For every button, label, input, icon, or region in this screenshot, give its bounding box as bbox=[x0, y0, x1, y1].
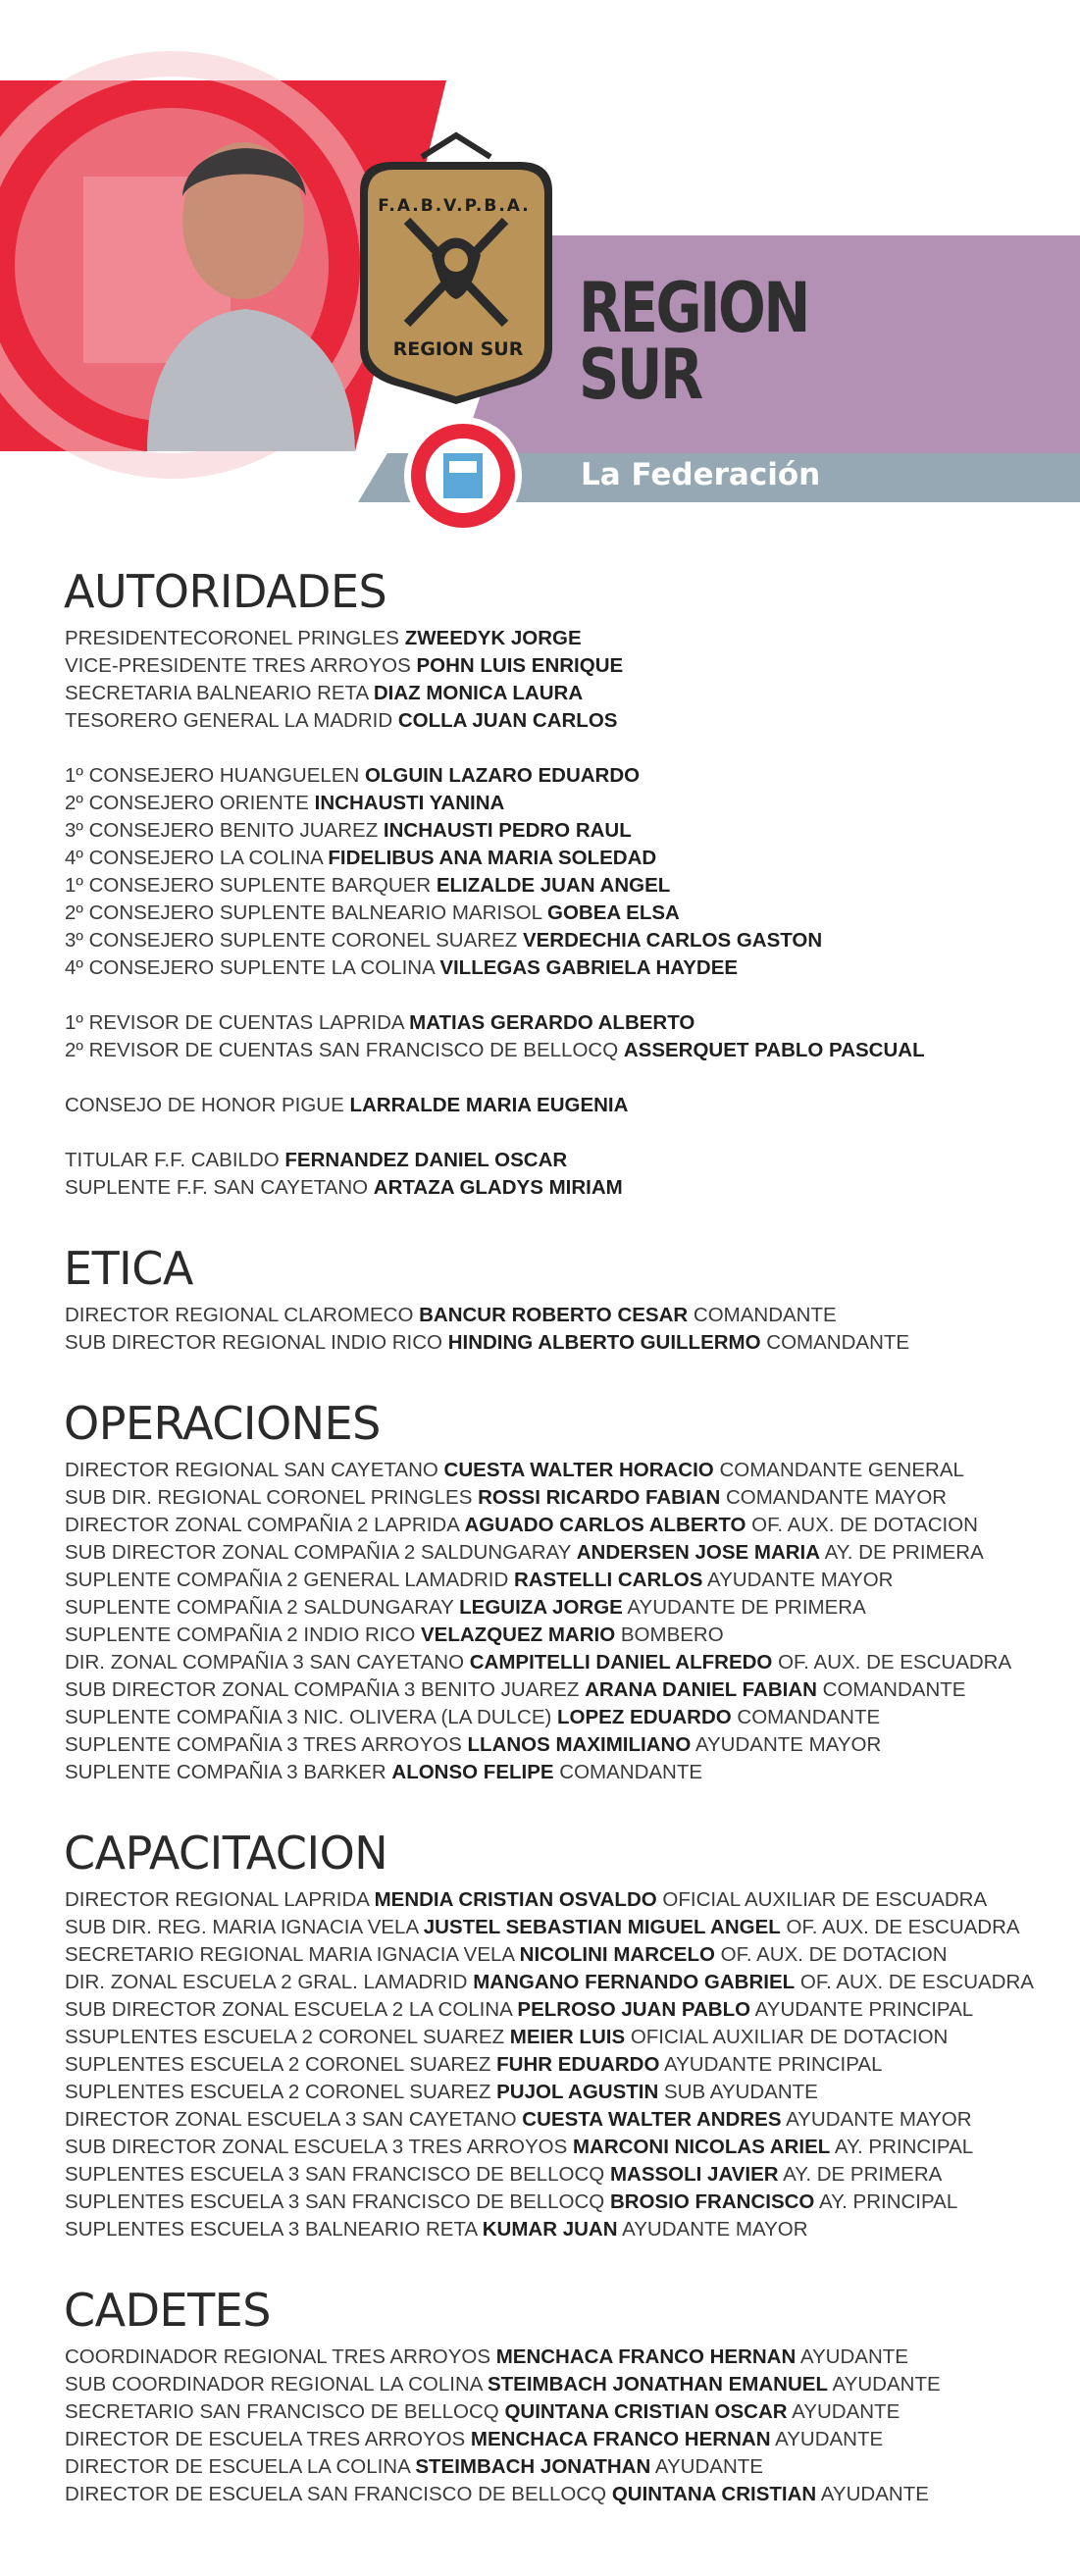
person-name: GOBEA ELSA bbox=[547, 902, 680, 924]
section-title: OPERACIONES bbox=[64, 1397, 381, 1450]
role-location: SUB DIRECTOR REGIONAL INDIO RICO bbox=[65, 1331, 448, 1354]
rank: AY. PRINCIPAL bbox=[830, 2136, 974, 2158]
rank: AYUDANTE bbox=[816, 2483, 929, 2505]
role-location: SSUPLENTES ESCUELA 2 CORONEL SUAREZ bbox=[65, 2026, 510, 2048]
person-name: VELAZQUEZ MARIO bbox=[421, 1623, 616, 1646]
authority-row bbox=[65, 872, 1055, 900]
role-location: DIRECTOR ZONAL COMPAÑIA 2 LAPRIDA bbox=[65, 1514, 465, 1536]
rank: OF. AUX. DE ESCUADRA bbox=[795, 1971, 1034, 1993]
role-location: CONSEJO DE HONOR PIGUE bbox=[65, 1094, 350, 1116]
header-banner bbox=[0, 0, 1080, 549]
rank: AY. DE PRIMERA bbox=[778, 2163, 943, 2186]
rank: AYUDANTE DE PRIMERA bbox=[622, 1596, 866, 1619]
person-name: MENDIA CRISTIAN OSVALDO bbox=[374, 1888, 657, 1911]
rank: COMANDANTE bbox=[760, 1331, 910, 1354]
rank: AYUDANTE MAYOR bbox=[617, 2218, 808, 2241]
role-location: SUPLENTE F.F. SAN CAYETANO bbox=[65, 1176, 374, 1199]
section-cadetes bbox=[65, 2283, 1055, 2508]
person-name: LARRALDE MARIA EUGENIA bbox=[349, 1094, 629, 1116]
header-graphics bbox=[0, 0, 1080, 549]
person-name: BROSIO FRANCISCO bbox=[609, 2190, 815, 2213]
role-location: SUPLENTES ESCUELA 3 SAN FRANCISCO DE BELLOCQ bbox=[65, 2190, 610, 2213]
section-autoridades bbox=[65, 564, 1055, 1202]
person-name: POHN LUIS ENRIQUE bbox=[416, 654, 624, 677]
role-location: 1º REVISOR DE CUENTAS LAPRIDA bbox=[65, 1011, 410, 1034]
role-location: VICE-PRESIDENTE TRES ARROYOS bbox=[65, 654, 417, 677]
authority-row bbox=[65, 2371, 1055, 2398]
section-title: CADETES bbox=[64, 2284, 271, 2337]
person-name: ROSSI RICARDO FABIAN bbox=[478, 1486, 721, 1509]
group-spacer bbox=[65, 1119, 1055, 1147]
role-location: DIRECTOR DE ESCUELA LA COLINA bbox=[65, 2455, 416, 2478]
authority-row bbox=[65, 1329, 1055, 1357]
authority-row bbox=[65, 1302, 1055, 1329]
role-location: TITULAR F.F. CABILDO bbox=[65, 1149, 285, 1171]
authority-row bbox=[65, 2453, 1055, 2481]
person-name: MARCONI NICOLAS ARIEL bbox=[572, 2136, 831, 2158]
role-location: SUB DIRECTOR ZONAL COMPAÑIA 3 BENITO JUAREZ bbox=[65, 1678, 586, 1701]
section-title: ETICA bbox=[64, 1242, 193, 1295]
authority-row bbox=[65, 1704, 1055, 1731]
person-name: MEIER LUIS bbox=[509, 2026, 626, 2048]
authority-row bbox=[65, 2481, 1055, 2508]
person-name: CAMPITELLI DANIEL ALFREDO bbox=[469, 1651, 773, 1674]
group-spacer bbox=[65, 982, 1055, 1009]
firefighter-badge-icon bbox=[360, 135, 552, 404]
authority-row bbox=[65, 1009, 1055, 1037]
role-location: DIRECTOR REGIONAL SAN CAYETANO bbox=[65, 1459, 444, 1481]
role-location: SUPLENTE COMPAÑIA 3 TRES ARROYOS bbox=[65, 1733, 468, 1756]
rank: COMANDANTE bbox=[688, 1304, 837, 1326]
authority-row bbox=[65, 2216, 1055, 2243]
authority-row bbox=[65, 1996, 1055, 2024]
person-name: ARANA DANIEL FABIAN bbox=[585, 1678, 817, 1701]
role-location: SUPLENTES ESCUELA 3 BALNEARIO RETA bbox=[65, 2218, 483, 2241]
role-location: 3º CONSEJERO SUPLENTE CORONEL SUAREZ bbox=[65, 929, 523, 952]
role-location: 2º CONSEJERO ORIENTE bbox=[65, 792, 315, 814]
role-location: SUPLENTE COMPAÑIA 3 NIC. OLIVERA (LA DULCE) bbox=[65, 1706, 558, 1728]
role-location: 4º CONSEJERO LA COLINA bbox=[65, 847, 329, 869]
authority-row bbox=[65, 1512, 1055, 1539]
section-title: AUTORIDADES bbox=[64, 565, 387, 618]
role-location: SUPLENTE COMPAÑIA 2 INDIO RICO bbox=[65, 1623, 421, 1646]
region-title bbox=[579, 268, 808, 415]
role-location: DIRECTOR ZONAL ESCUELA 3 SAN CAYETANO bbox=[65, 2108, 523, 2131]
person-name: MANGANO FERNANDO GABRIEL bbox=[473, 1971, 796, 1993]
authority-row bbox=[65, 2189, 1055, 2216]
rank: OF. AUX. DE DOTACION bbox=[714, 1943, 948, 1966]
rank: AYUDANTE MAYOR bbox=[781, 2108, 972, 2131]
role-location: SUB DIRECTOR ZONAL COMPAÑIA 2 SALDUNGARAY bbox=[65, 1541, 577, 1564]
role-location: SECRETARIA BALNEARIO RETA bbox=[65, 682, 374, 704]
person-name: HINDING ALBERTO GUILLERMO bbox=[447, 1331, 761, 1354]
person-name: LLANOS MAXIMILIANO bbox=[467, 1733, 692, 1756]
person-name: ALONSO FELIPE bbox=[391, 1761, 554, 1783]
person-name: MENCHACA FRANCO HERNAN bbox=[470, 2428, 771, 2450]
authority-row bbox=[65, 762, 1055, 790]
authorities-content bbox=[65, 564, 1055, 2508]
authority-row bbox=[65, 1539, 1055, 1567]
role-location: 1º CONSEJERO HUANGUELEN bbox=[65, 764, 365, 787]
authority-row bbox=[65, 817, 1055, 845]
badge-bottom-text: REGION SUR bbox=[392, 338, 524, 360]
rank: AYUDANTE PRINCIPAL bbox=[750, 1998, 974, 2021]
person-name: ZWEEDYK JORGE bbox=[404, 627, 582, 649]
rank: OFICIAL AUXILIAR DE DOTACION bbox=[625, 2026, 949, 2048]
authority-row bbox=[65, 1759, 1055, 1786]
role-location: DIRECTOR DE ESCUELA SAN FRANCISCO DE BELLOCQ bbox=[65, 2483, 612, 2505]
authority-row bbox=[65, 2344, 1055, 2371]
person-name: KUMAR JUAN bbox=[482, 2218, 618, 2241]
authority-row bbox=[65, 1941, 1055, 1969]
rank: AYUDANTE bbox=[796, 2345, 908, 2368]
role-location: 2º CONSEJERO SUPLENTE BALNEARIO MARISOL bbox=[65, 902, 548, 924]
section-spacer bbox=[65, 1357, 1055, 1396]
person-name: FUHR EDUARDO bbox=[496, 2053, 660, 2076]
rank: SUB AYUDANTE bbox=[658, 2081, 818, 2103]
authority-row bbox=[65, 1969, 1055, 1996]
person-name: ELIZALDE JUAN ANGEL bbox=[436, 874, 671, 897]
role-location: 3º CONSEJERO BENITO JUAREZ bbox=[65, 819, 384, 842]
person-name: ANDERSEN JOSE MARIA bbox=[576, 1541, 821, 1564]
role-location: SUPLENTE COMPAÑIA 2 GENERAL LAMADRID bbox=[65, 1569, 514, 1591]
role-location: SUB DIR. REG. MARIA IGNACIA VELA bbox=[65, 1916, 424, 1938]
person-name: STEIMBACH JONATHAN EMANUEL bbox=[487, 2373, 828, 2396]
person-name: COLLA JUAN CARLOS bbox=[397, 709, 618, 732]
authority-row bbox=[65, 625, 1055, 652]
person-name: RASTELLI CARLOS bbox=[513, 1569, 703, 1591]
authority-row bbox=[65, 1037, 1055, 1064]
authority-row bbox=[65, 1914, 1055, 1941]
person-name: LEGUIZA JORGE bbox=[459, 1596, 623, 1619]
authority-row bbox=[65, 2106, 1055, 2134]
person-name: MENCHACA FRANCO HERNAN bbox=[495, 2345, 797, 2368]
authority-row bbox=[65, 707, 1055, 735]
role-location: SECRETARIO REGIONAL MARIA IGNACIA VELA bbox=[65, 1943, 520, 1966]
rank: OF. AUX. DE ESCUADRA bbox=[780, 1916, 1020, 1938]
role-location: 4º CONSEJERO SUPLENTE LA COLINA bbox=[65, 956, 440, 979]
authority-row bbox=[65, 927, 1055, 954]
authority-row bbox=[65, 1594, 1055, 1622]
person-name: INCHAUSTI YANINA bbox=[314, 792, 505, 814]
federacion-label: La Federación bbox=[581, 457, 821, 492]
role-location: COORDINADOR REGIONAL TRES ARROYOS bbox=[65, 2345, 496, 2368]
person-name: BANCUR ROBERTO CESAR bbox=[419, 1304, 689, 1326]
rank: OFICIAL AUXILIAR DE ESCUADRA bbox=[656, 1888, 988, 1911]
role-location: SUPLENTE COMPAÑIA 3 BARKER bbox=[65, 1761, 392, 1783]
person-name: PUJOL AGUSTIN bbox=[496, 2081, 659, 2103]
group-spacer bbox=[65, 735, 1055, 762]
section-operaciones bbox=[65, 1396, 1055, 1786]
federacion-logo-icon bbox=[404, 417, 522, 535]
authority-row bbox=[65, 2024, 1055, 2051]
person-name: FERNANDEZ DANIEL OSCAR bbox=[284, 1149, 568, 1171]
role-location: SUB DIRECTOR ZONAL ESCUELA 3 TRES ARROYOS bbox=[65, 2136, 573, 2158]
person-name: DIAZ MONICA LAURA bbox=[373, 682, 584, 704]
rank: COMANDANTE MAYOR bbox=[720, 1486, 948, 1509]
authority-row bbox=[65, 1174, 1055, 1202]
person-name: ARTAZA GLADYS MIRIAM bbox=[373, 1176, 623, 1199]
authority-row bbox=[65, 680, 1055, 707]
rank: COMANDANTE GENERAL bbox=[713, 1459, 964, 1481]
authority-row bbox=[65, 790, 1055, 817]
role-location: 2º REVISOR DE CUENTAS SAN FRANCISCO DE BELLOCQ bbox=[65, 1039, 624, 1061]
person-name: INCHAUSTI PEDRO RAUL bbox=[383, 819, 632, 842]
role-location: SUPLENTES ESCUELA 3 SAN FRANCISCO DE BELLOCQ bbox=[65, 2163, 610, 2186]
rank: OF. AUX. DE DOTACION bbox=[746, 1514, 978, 1536]
person-name: STEIMBACH JONATHAN bbox=[415, 2455, 651, 2478]
person-name: JUSTEL SEBASTIAN MIGUEL ANGEL bbox=[423, 1916, 781, 1938]
role-location: DIRECTOR DE ESCUELA TRES ARROYOS bbox=[65, 2428, 471, 2450]
rank: AYUDANTE bbox=[650, 2455, 763, 2478]
person-name: QUINTANA CRISTIAN OSCAR bbox=[504, 2400, 788, 2423]
authority-row bbox=[65, 1484, 1055, 1512]
authority-row bbox=[65, 1886, 1055, 1914]
rank: COMANDANTE bbox=[553, 1761, 703, 1783]
rank: AYUDANTE MAYOR bbox=[702, 1569, 894, 1591]
authority-row bbox=[65, 845, 1055, 872]
role-location: SECRETARIO SAN FRANCISCO DE BELLOCQ bbox=[65, 2400, 505, 2423]
authority-row bbox=[65, 1567, 1055, 1594]
role-location: DIRECTOR REGIONAL LAPRIDA bbox=[65, 1888, 375, 1911]
rank: OF. AUX. DE ESCUADRA bbox=[772, 1651, 1012, 1674]
authority-row bbox=[65, 2426, 1055, 2453]
section-title: CAPACITACION bbox=[64, 1827, 388, 1880]
authority-row bbox=[65, 1622, 1055, 1649]
rank: AYUDANTE bbox=[827, 2373, 941, 2396]
section-capacitacion bbox=[65, 1826, 1055, 2243]
role-location: SUPLENTE COMPAÑIA 2 SALDUNGARAY bbox=[65, 1596, 460, 1619]
group-spacer bbox=[65, 1064, 1055, 1092]
rank: COMANDANTE bbox=[816, 1678, 966, 1701]
section-spacer bbox=[65, 2243, 1055, 2283]
person-name: PELROSO JUAN PABLO bbox=[517, 1998, 751, 2021]
authority-row bbox=[65, 1457, 1055, 1484]
authority-row bbox=[65, 1147, 1055, 1174]
person-name: OLGUIN LAZARO EDUARDO bbox=[364, 764, 641, 787]
role-location: TESORERO GENERAL LA MADRID bbox=[65, 709, 398, 732]
role-location: SUB COORDINADOR REGIONAL LA COLINA bbox=[65, 2373, 488, 2396]
person-name: QUINTANA CRISTIAN bbox=[611, 2483, 817, 2505]
authority-row bbox=[65, 2051, 1055, 2079]
authority-row bbox=[65, 652, 1055, 680]
person-name: CUESTA WALTER ANDRES bbox=[522, 2108, 782, 2131]
rank: AY. DE PRIMERA bbox=[820, 1541, 984, 1564]
authority-row bbox=[65, 2079, 1055, 2106]
rank: AYUDANTE bbox=[787, 2400, 900, 2423]
person-name: FIDELIBUS ANA MARIA SOLEDAD bbox=[328, 847, 657, 869]
rank: COMANDANTE bbox=[731, 1706, 881, 1728]
rank: AYUDANTE PRINCIPAL bbox=[659, 2053, 883, 2076]
authority-row bbox=[65, 2134, 1055, 2161]
region-title-line2: SUR bbox=[579, 335, 701, 415]
authority-row bbox=[65, 2398, 1055, 2426]
rank: AY. PRINCIPAL bbox=[814, 2190, 958, 2213]
authority-row bbox=[65, 1092, 1055, 1119]
section-spacer bbox=[65, 1202, 1055, 1241]
section-etica bbox=[65, 1241, 1055, 1357]
person-name: NICOLINI MARCELO bbox=[519, 1943, 715, 1966]
person-name: MATIAS GERARDO ALBERTO bbox=[409, 1011, 695, 1034]
person-name: ASSERQUET PABLO PASCUAL bbox=[623, 1039, 925, 1061]
role-location: SUB DIRECTOR ZONAL ESCUELA 2 LA COLINA bbox=[65, 1998, 518, 2021]
authority-row bbox=[65, 2161, 1055, 2189]
rank: BOMBERO bbox=[615, 1623, 724, 1646]
role-location: SUB DIR. REGIONAL CORONEL PRINGLES bbox=[65, 1486, 479, 1509]
role-location: DIR. ZONAL COMPAÑIA 3 SAN CAYETANO bbox=[65, 1651, 470, 1674]
authority-row bbox=[65, 954, 1055, 982]
region-title-line1: REGION bbox=[579, 268, 808, 348]
person-name: AGUADO CARLOS ALBERTO bbox=[464, 1514, 746, 1536]
authority-row bbox=[65, 1649, 1055, 1676]
role-location: SUPLENTES ESCUELA 2 CORONEL SUAREZ bbox=[65, 2053, 497, 2076]
rank: AYUDANTE bbox=[770, 2428, 884, 2450]
badge-top-text: F.A.B.V.P.B.A. bbox=[378, 196, 531, 216]
person-name: CUESTA WALTER HORACIO bbox=[443, 1459, 714, 1481]
authority-row bbox=[65, 900, 1055, 927]
section-spacer bbox=[65, 1786, 1055, 1826]
rank: AYUDANTE MAYOR bbox=[691, 1733, 882, 1756]
authority-row bbox=[65, 1676, 1055, 1704]
person-name: VERDECHIA CARLOS GASTON bbox=[522, 929, 823, 952]
person-name: MASSOLI JAVIER bbox=[609, 2163, 779, 2186]
role-location: PRESIDENTECORONEL PRINGLES bbox=[65, 627, 405, 649]
person-name: VILLEGAS GABRIELA HAYDEE bbox=[439, 956, 739, 979]
role-location: DIRECTOR REGIONAL CLAROMECO bbox=[65, 1304, 420, 1326]
role-location: DIR. ZONAL ESCUELA 2 GRAL. LAMADRID bbox=[65, 1971, 474, 1993]
role-location: SUPLENTES ESCUELA 2 CORONEL SUAREZ bbox=[65, 2081, 497, 2103]
role-location: 1º CONSEJERO SUPLENTE BARQUER bbox=[65, 874, 437, 897]
authority-row bbox=[65, 1731, 1055, 1759]
person-name: LOPEZ EDUARDO bbox=[557, 1706, 732, 1728]
